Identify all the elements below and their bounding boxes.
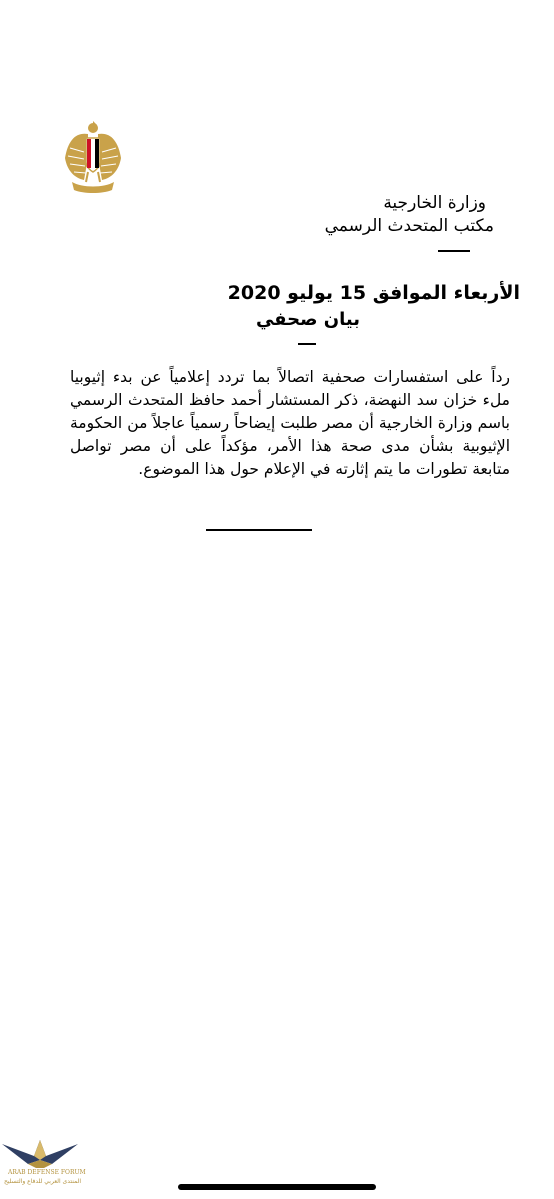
letterhead <box>194 192 494 238</box>
arab-defense-forum-logo-icon <box>0 1130 80 1196</box>
home-indicator[interactable] <box>178 1184 376 1190</box>
statement-type: بيان صحفي <box>255 309 360 330</box>
statement-date: الأربعاء الموافق 15 يوليو 2020 <box>227 282 520 304</box>
statement-body: رداً على استفسارات صحفية اتصالاً بما تردد إعلامياً عن بدء إثيوبيا ملء خزان سد النهضة، ذكر المستشار أحمد حافظ المتحدث الرسمي باسم وزارة الخارجية أن مصر طلبت إيضاحاً رسمياً عاجلاً من الحكومة الإثيوبية بشأن مدى صحة هذا الأمر، مؤكداً على أن مصر تواصل متابعة تطورات ما يتم إثارته في الإعلام حول هذا الموضوع. <box>70 368 510 478</box>
divider-dash <box>438 250 470 252</box>
closing-rule <box>206 529 312 531</box>
watermark-name: ARAB DEFENSE FORUM <box>8 1169 86 1176</box>
divider-dash <box>298 343 316 345</box>
egypt-eagle-emblem-icon <box>62 118 124 198</box>
office-name: مكتب المتحدث الرسمي <box>324 216 494 236</box>
watermark-subtitle: المنتدى العربي للدفاع والتسليح <box>4 1178 81 1185</box>
ministry-name: وزارة الخارجية <box>383 193 486 213</box>
